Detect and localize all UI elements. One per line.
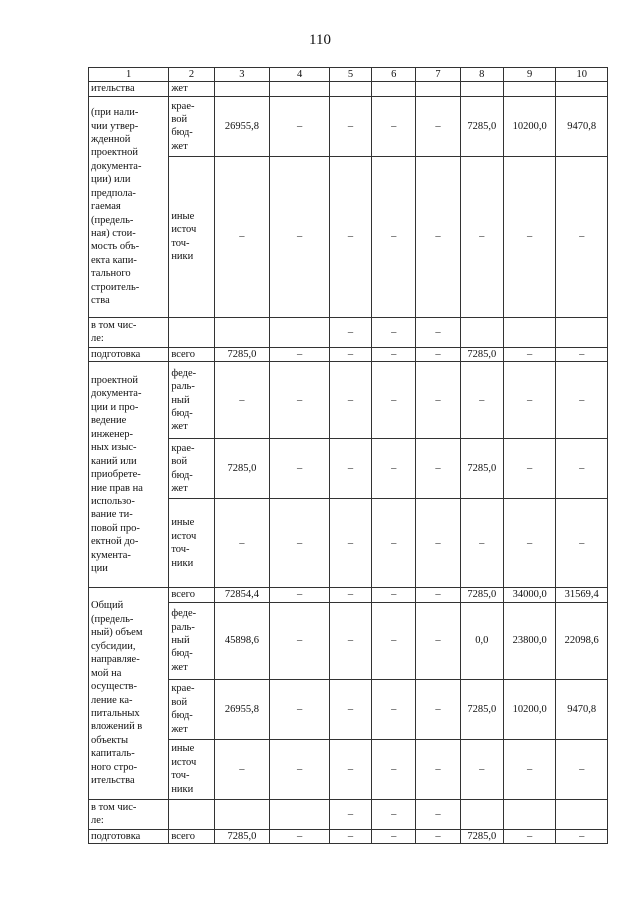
cell-value: 9470,8: [556, 96, 608, 156]
cell-dash: –: [503, 829, 556, 843]
header-cell: 10: [556, 68, 608, 82]
cell-dash: –: [329, 156, 371, 317]
cell-text: в том чис- ле:: [89, 799, 169, 829]
cell-text: Общий (предель- ный) объем субсидии, направляе- мой на осуществ- ление ка- питальных вложений в объекты капиталь- ного стро- ительства: [89, 588, 169, 799]
cell-dash: –: [460, 362, 503, 439]
cell-text: проектной документа- ции и про- ведение инженер- ных изыс- каний или приобрете- ние прав на использо- вание ти- повой про- ектной до- кумента- ции: [89, 362, 169, 588]
cell-dash: –: [503, 739, 556, 799]
cell-empty: [214, 799, 270, 829]
table-row: [89, 362, 608, 439]
cell-dash: –: [270, 588, 330, 602]
cell-dash: –: [556, 347, 608, 361]
cell-dash: –: [270, 679, 330, 739]
cell-dash: –: [416, 499, 460, 588]
cell-dash: –: [503, 362, 556, 439]
cell-empty: [503, 82, 556, 96]
cell-dash: –: [556, 362, 608, 439]
cell-value: 7285,0: [214, 829, 270, 843]
table-row: [89, 588, 608, 602]
cell-empty: [169, 317, 214, 347]
cell-value: 7285,0: [460, 439, 503, 499]
cell-dash: –: [416, 156, 460, 317]
cell-empty: [503, 317, 556, 347]
cell-empty: [169, 799, 214, 829]
cell-source: всего: [169, 829, 214, 843]
cell-dash: –: [372, 362, 416, 439]
cell-dash: –: [416, 679, 460, 739]
cell-source: иные источ точ- ники: [169, 739, 214, 799]
header-cell: 5: [329, 68, 371, 82]
cell-dash: –: [503, 347, 556, 361]
cell-empty: [503, 799, 556, 829]
cell-value: 7285,0: [460, 588, 503, 602]
cell-dash: –: [270, 347, 330, 361]
cell-empty: [270, 317, 330, 347]
cell-dash: –: [329, 499, 371, 588]
header-cell: 2: [169, 68, 214, 82]
cell-dash: –: [329, 739, 371, 799]
cell-dash: –: [416, 347, 460, 361]
cell-value: 7285,0: [460, 96, 503, 156]
cell-dash: –: [270, 439, 330, 499]
cell-source: иные источ точ- ники: [169, 156, 214, 317]
header-cell: 4: [270, 68, 330, 82]
cell-source: крае- вой бюд- жет: [169, 679, 214, 739]
cell-dash: –: [372, 347, 416, 361]
table-row: [89, 317, 608, 347]
header-cell: 6: [372, 68, 416, 82]
cell-dash: –: [503, 439, 556, 499]
cell-value: 7285,0: [214, 347, 270, 361]
header-cell: 7: [416, 68, 460, 82]
cell-value: 7285,0: [214, 439, 270, 499]
cell-dash: –: [372, 588, 416, 602]
cell-value: 23800,0: [503, 602, 556, 679]
cell-dash: –: [372, 96, 416, 156]
cell-dash: –: [372, 156, 416, 317]
cell-source: всего: [169, 347, 214, 361]
cell-dash: –: [214, 362, 270, 439]
cell-value: 34000,0: [503, 588, 556, 602]
cell-dash: –: [214, 739, 270, 799]
cell-dash: –: [329, 588, 371, 602]
cell-dash: –: [556, 156, 608, 317]
cell-dash: –: [503, 156, 556, 317]
cell-value: 26955,8: [214, 679, 270, 739]
header-row: [89, 68, 608, 82]
cell-empty: [556, 317, 608, 347]
cell-value: 72854,4: [214, 588, 270, 602]
cell-dash: –: [372, 602, 416, 679]
cell-empty: [460, 799, 503, 829]
header-cell: 9: [503, 68, 556, 82]
cell-dash: –: [416, 362, 460, 439]
cell-value: 9470,8: [556, 679, 608, 739]
cell-dash: –: [416, 739, 460, 799]
cell-dash: –: [556, 829, 608, 843]
cell-value: 7285,0: [460, 829, 503, 843]
cell-dash: –: [372, 317, 416, 347]
cell-empty: [556, 799, 608, 829]
cell-text: ительства: [89, 82, 169, 96]
cell-dash: –: [270, 96, 330, 156]
cell-empty: [329, 82, 371, 96]
cell-dash: –: [556, 499, 608, 588]
cell-empty: [214, 317, 270, 347]
cell-empty: [270, 82, 330, 96]
cell-dash: –: [416, 829, 460, 843]
cell-value: 26955,8: [214, 96, 270, 156]
cell-dash: –: [372, 739, 416, 799]
cell-dash: –: [460, 739, 503, 799]
cell-dash: –: [416, 588, 460, 602]
cell-dash: –: [329, 317, 371, 347]
cell-dash: –: [329, 96, 371, 156]
cell-dash: –: [372, 679, 416, 739]
cell-value: 22098,6: [556, 602, 608, 679]
cell-dash: –: [372, 829, 416, 843]
cell-source: крае- вой бюд- жет: [169, 96, 214, 156]
cell-dash: –: [372, 439, 416, 499]
cell-value: 10200,0: [503, 679, 556, 739]
cell-dash: –: [556, 439, 608, 499]
cell-dash: –: [416, 602, 460, 679]
cell-source: жет: [169, 82, 214, 96]
cell-dash: –: [503, 499, 556, 588]
table-row: [89, 347, 608, 361]
cell-dash: –: [329, 602, 371, 679]
cell-dash: –: [372, 799, 416, 829]
table-row: [89, 829, 608, 843]
cell-dash: –: [416, 96, 460, 156]
cell-dash: –: [270, 499, 330, 588]
cell-dash: –: [329, 829, 371, 843]
cell-text: (при нали- чии утвер- жденной проектной документа- ции) или предпола- гаемая (предель- ная) стои- мость объ- екта капи- тального строитель- ства: [89, 96, 169, 317]
cell-source: феде- раль- ный бюд- жет: [169, 362, 214, 439]
page-number: 110: [309, 32, 331, 48]
cell-value: 7285,0: [460, 347, 503, 361]
cell-source: крае- вой бюд- жет: [169, 439, 214, 499]
cell-dash: –: [329, 347, 371, 361]
cell-dash: –: [270, 156, 330, 317]
cell-dash: –: [270, 829, 330, 843]
cell-dash: –: [416, 439, 460, 499]
cell-empty: [416, 82, 460, 96]
header-cell: 3: [214, 68, 270, 82]
cell-dash: –: [460, 499, 503, 588]
cell-dash: –: [270, 602, 330, 679]
cell-source: феде- раль- ный бюд- жет: [169, 602, 214, 679]
cell-empty: [372, 82, 416, 96]
cell-empty: [556, 82, 608, 96]
cell-empty: [214, 82, 270, 96]
cell-dash: –: [556, 739, 608, 799]
cell-dash: –: [372, 499, 416, 588]
cell-empty: [460, 317, 503, 347]
cell-dash: –: [270, 362, 330, 439]
cell-source: иные источ точ- ники: [169, 499, 214, 588]
cell-dash: –: [460, 156, 503, 317]
header-cell: 1: [89, 68, 169, 82]
cell-dash: –: [329, 799, 371, 829]
cell-text: подготовка: [89, 347, 169, 361]
cell-empty: [270, 799, 330, 829]
cell-dash: –: [329, 362, 371, 439]
cell-text: подготовка: [89, 829, 169, 843]
cell-value: 0,0: [460, 602, 503, 679]
cell-value: 45898,6: [214, 602, 270, 679]
cell-source: всего: [169, 588, 214, 602]
cell-value: 10200,0: [503, 96, 556, 156]
table-row: [89, 96, 608, 156]
cell-value: 31569,4: [556, 588, 608, 602]
table-row: [89, 799, 608, 829]
cell-dash: –: [416, 317, 460, 347]
cell-value: 7285,0: [460, 679, 503, 739]
budget-table: [88, 67, 608, 844]
cell-text: в том чис- ле:: [89, 317, 169, 347]
cell-dash: –: [416, 799, 460, 829]
cell-empty: [460, 82, 503, 96]
header-cell: 8: [460, 68, 503, 82]
cell-dash: –: [214, 156, 270, 317]
table-row: [89, 82, 608, 96]
cell-dash: –: [329, 679, 371, 739]
cell-dash: –: [214, 499, 270, 588]
cell-dash: –: [270, 739, 330, 799]
cell-dash: –: [329, 439, 371, 499]
